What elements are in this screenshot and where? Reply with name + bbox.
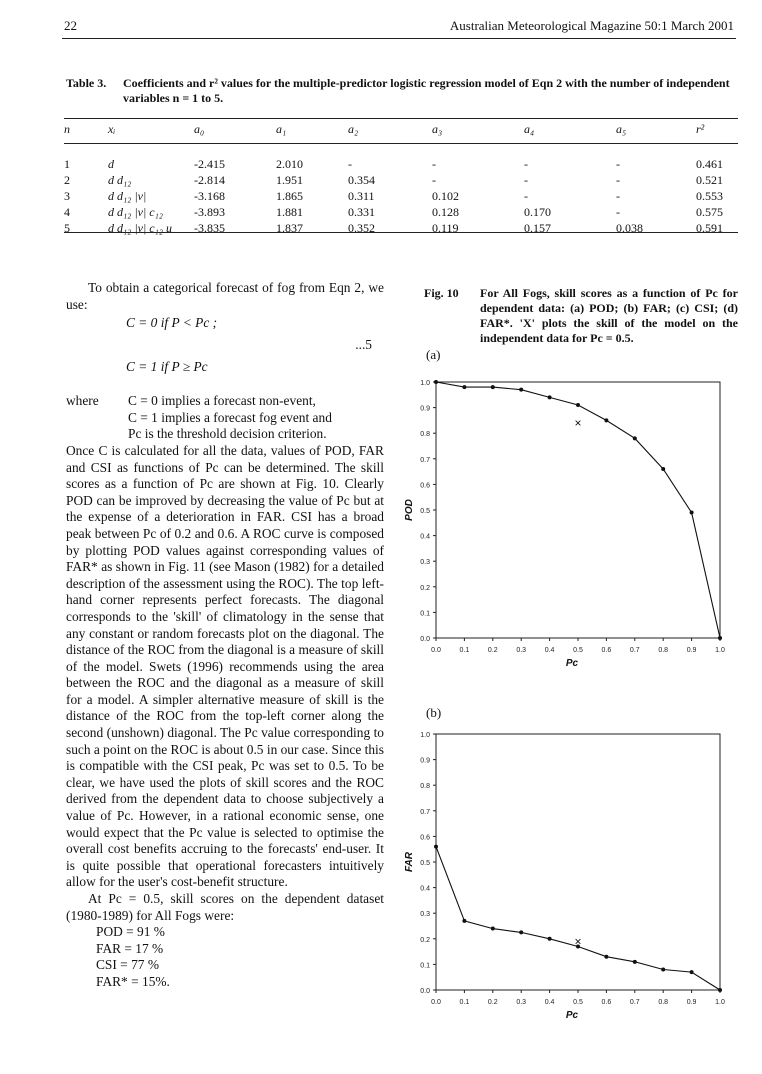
y-tick-label: 0.9 [420,757,430,765]
data-point [576,403,580,407]
table-cell: 0.553 [696,189,723,203]
table-caption-text: Coefficients and r² values for the multiple-predictor logistic regression model of Eqn 2 with the number of independent variables n = 1 to 5. [123,76,730,105]
independent-data-marker: × [574,415,582,430]
col-header: a₅ [616,122,627,136]
table-bottom-rule [64,232,738,233]
table-cell: - [524,189,528,203]
skill-score-list [66,924,384,990]
table-cell: d d₁₂ [108,173,132,187]
col-header: a₁ [276,122,287,136]
x-tick-label: 0.8 [658,999,669,1006]
x-tick-label: 0.4 [544,999,555,1006]
y-tick-label: 0.3 [420,911,430,919]
table-cell: 0.354 [348,173,375,187]
data-point [718,636,722,640]
table-cell: 1.951 [276,173,303,187]
equation-line-2: C = 1 if P ≥ Pc [126,359,208,375]
skill-far: FAR = 17 % [96,940,164,956]
data-point [434,845,438,849]
table-cell: 4 [64,205,70,219]
table-cell: - [432,157,436,171]
x-tick-label: 0.4 [544,647,555,654]
page-number: 22 [64,18,77,33]
data-point [690,970,694,974]
table-cell: d d₁₂ |v| [108,189,147,203]
figure-caption-text: For All Fogs, skill scores as a function of Pc for dependent data: (a) POD; (b) FAR; (c) CSI; (d) FAR*. 'X' plots the skill of the model on the independent data for Pc = 0.5. [480,286,738,345]
table-cell: d d₁₂ |v| c₁₂ u [108,221,172,235]
table-cell: d d₁₂ |v| c₁₂ [108,205,163,219]
y-tick-label: 1.0 [420,380,430,387]
where-definition-1: C = 0 implies a forecast non-event, [128,393,316,409]
table-cell: - [616,173,620,187]
table-cell: 0.038 [616,221,643,235]
y-tick-label: 0.5 [420,860,430,867]
x-tick-label: 0.2 [487,999,498,1006]
body-text [66,280,384,991]
table-cell: 3 [64,189,70,203]
table-cell: 1.865 [276,189,303,203]
pod-chart [400,370,746,680]
y-tick-label: 0.6 [420,834,430,842]
data-point [633,960,637,964]
x-tick-label: 0.8 [658,647,669,654]
y-axis-label: FAR [404,852,415,872]
y-tick-label: 0.6 [420,482,430,490]
y-tick-label: 0.0 [420,636,430,643]
y-tick-label: 0.1 [420,610,430,618]
x-tick-label: 0.7 [629,999,640,1006]
x-axis-label: Pc [565,1010,579,1021]
intro-paragraph: To obtain a categorical forecast of fog from Eqn 2, we use: [66,280,384,312]
skill-intro: At Pc = 0.5, skill scores on the dependent dataset (1980-1989) for All Fogs were: [66,891,384,923]
table-cell: 1.837 [276,221,303,235]
table-caption [66,76,738,106]
coefficients-table [64,118,738,239]
skill-far-star: FAR* = 15%. [96,973,170,989]
data-point [718,988,722,992]
table-cell: -3.893 [194,205,225,219]
panel-a-label: (a) [426,347,441,362]
y-axis-label: POD [404,499,415,521]
table-row [64,188,738,204]
table-cell: 0.157 [524,221,551,235]
x-tick-label: 0.3 [516,647,527,654]
table-row [64,172,738,188]
table-cell: -2.415 [194,157,225,171]
table-row [64,144,738,173]
data-point [462,385,466,389]
data-point [661,467,665,471]
col-header: xᵢ [108,122,116,136]
table-cell: -3.835 [194,221,225,235]
data-point [491,927,495,931]
data-point [661,968,665,972]
plot-frame [436,734,720,990]
y-tick-label: 1.0 [420,732,430,739]
table-cell: 0.352 [348,221,375,235]
y-tick-label: 0.9 [420,405,430,413]
x-tick-label: 0.9 [686,647,697,654]
col-header: a₀ [194,122,205,136]
table-cell: 0.521 [696,173,723,187]
figure-label: Fig. 10 [424,286,459,300]
far-chart [400,722,746,1032]
data-point [519,930,523,934]
x-tick-label: 0.1 [459,647,470,654]
where-definition-2: C = 1 implies a forecast fog event and [128,409,332,425]
skill-pod: POD = 91 % [96,924,165,940]
x-tick-label: 0.6 [601,647,612,654]
table-cell: -2.814 [194,173,225,187]
x-tick-label: 1.0 [715,647,725,654]
table-cell: 0.591 [696,221,723,235]
table-cell: 0.128 [432,205,459,219]
table-cell: 0.575 [696,205,723,219]
y-tick-label: 0.8 [420,431,430,439]
x-axis-label: Pc [565,658,579,669]
table-cell: - [616,157,620,171]
col-header: a₂ [348,122,359,136]
skill-csi: CSI = 77 % [96,957,159,973]
table-row [64,220,738,239]
series-line [436,847,720,990]
running-head: Australian Meteorological Magazine 50:1 March 2001 [449,18,734,33]
table-cell: 0.102 [432,189,459,203]
data-point [690,511,694,515]
table-cell: 1.881 [276,205,303,219]
y-tick-label: 0.4 [420,885,430,893]
x-tick-label: 0.6 [601,999,612,1006]
col-header: n [64,122,70,136]
table-cell: 2 [64,173,70,187]
x-tick-label: 0.7 [629,647,640,654]
table-header-row [64,119,738,144]
y-tick-label: 0.7 [420,808,430,816]
table-cell: - [432,173,436,187]
data-point [548,937,552,941]
table-cell: 0.331 [348,205,375,219]
data-point [604,955,608,959]
table-cell: 0.461 [696,157,723,171]
data-point [462,919,466,923]
y-tick-label: 0.0 [420,988,430,995]
x-tick-label: 0.3 [516,999,527,1006]
table-label: Table 3. [66,76,107,90]
col-header: a₄ [524,122,535,136]
table-cell: d [108,157,114,171]
x-tick-label: 0.9 [686,999,697,1006]
data-point [491,385,495,389]
y-tick-label: 0.4 [420,533,430,541]
x-tick-label: 0.0 [431,999,441,1006]
table-cell: - [524,157,528,171]
where-word: where [66,393,99,409]
table-cell: - [348,157,352,171]
col-header: r² [696,122,705,136]
table-cell: 0.170 [524,205,551,219]
table-cell: - [616,205,620,219]
table-cell: 0.311 [348,189,375,203]
table-row [64,204,738,220]
data-point [548,395,552,399]
x-tick-label: 0.1 [459,999,470,1006]
data-point [519,388,523,392]
table-cell: - [524,173,528,187]
y-tick-label: 0.2 [420,936,430,944]
col-header: a₃ [432,122,443,136]
x-tick-label: 0.5 [573,647,583,654]
y-tick-label: 0.5 [420,508,430,515]
independent-data-marker: × [574,934,582,949]
y-tick-label: 0.1 [420,962,430,970]
y-tick-label: 0.3 [420,559,430,567]
equation-number: ...5 [355,337,372,353]
data-point [434,380,438,384]
y-tick-label: 0.7 [420,456,430,464]
table-cell: - [616,189,620,203]
header-rule [62,38,736,39]
where-definition-3: Pc is the threshold decision criterion. [128,426,327,442]
x-tick-label: 1.0 [715,999,725,1006]
data-point [633,436,637,440]
main-paragraph: Once C is calculated for all the data, values of POD, FAR and CSI as functions of Pc can be determined. The skill scores as a function of Pc are shown at Fig. 10. Clearly POD can be improved by decreasing the value of Pc but at the expense of a deterioration in FAR. CSI has a broad peak between Pc of 0.2 and 0.6. A ROC curve is composed by plotting POD values against corresponding values of FAR* as shown in Fig. 11 (see Mason (1982) for a detailed description of the assessment using the ROC). The top left-hand corner represents perfect forecasts. The diagonal corresponds to the 'skill' of climatology in the sense that any constant or random forecasts plot on the diagonal. The distance of the ROC from the diagonal is a measure of skill of the model. Swets (1996) recommends using the area between the ROC and the diagonal as a measure of skill for a model. A simpler alternative measure of skill is the distance of the ROC from the top-left corner along the second (unshown) diagonal. The Pc value corresponding to such a point on the ROC is about 0.5 in our case. Since this is compatible with the CSI peak, Pc was set to 0.5. To be clear, we have used the plots of skill scores and the ROC derived from the dependent data to choose subjectively a value of Pc. However, in a rational economic sense, one would expect that the Pc value is selected to optimise the overall cost benefits accruing to the forecasts' end-user. It is quite possible that operational forecasters intuitively allow for the user's cost-benefit structure. [66,442,384,890]
table-cell: 5 [64,221,70,235]
y-tick-label: 0.8 [420,783,430,791]
data-point [604,418,608,422]
table-cell: 0.119 [432,221,459,235]
table-cell: -3.168 [194,189,225,203]
equation-line-1: C = 0 if P < Pc ; [126,315,218,331]
x-tick-label: 0.2 [487,647,498,654]
table-cell: 1 [64,157,70,171]
table-cell: 2.010 [276,157,303,171]
x-tick-label: 0.0 [431,647,441,654]
x-tick-label: 0.5 [573,999,583,1006]
panel-b-label: (b) [426,705,442,720]
y-tick-label: 0.2 [420,584,430,592]
